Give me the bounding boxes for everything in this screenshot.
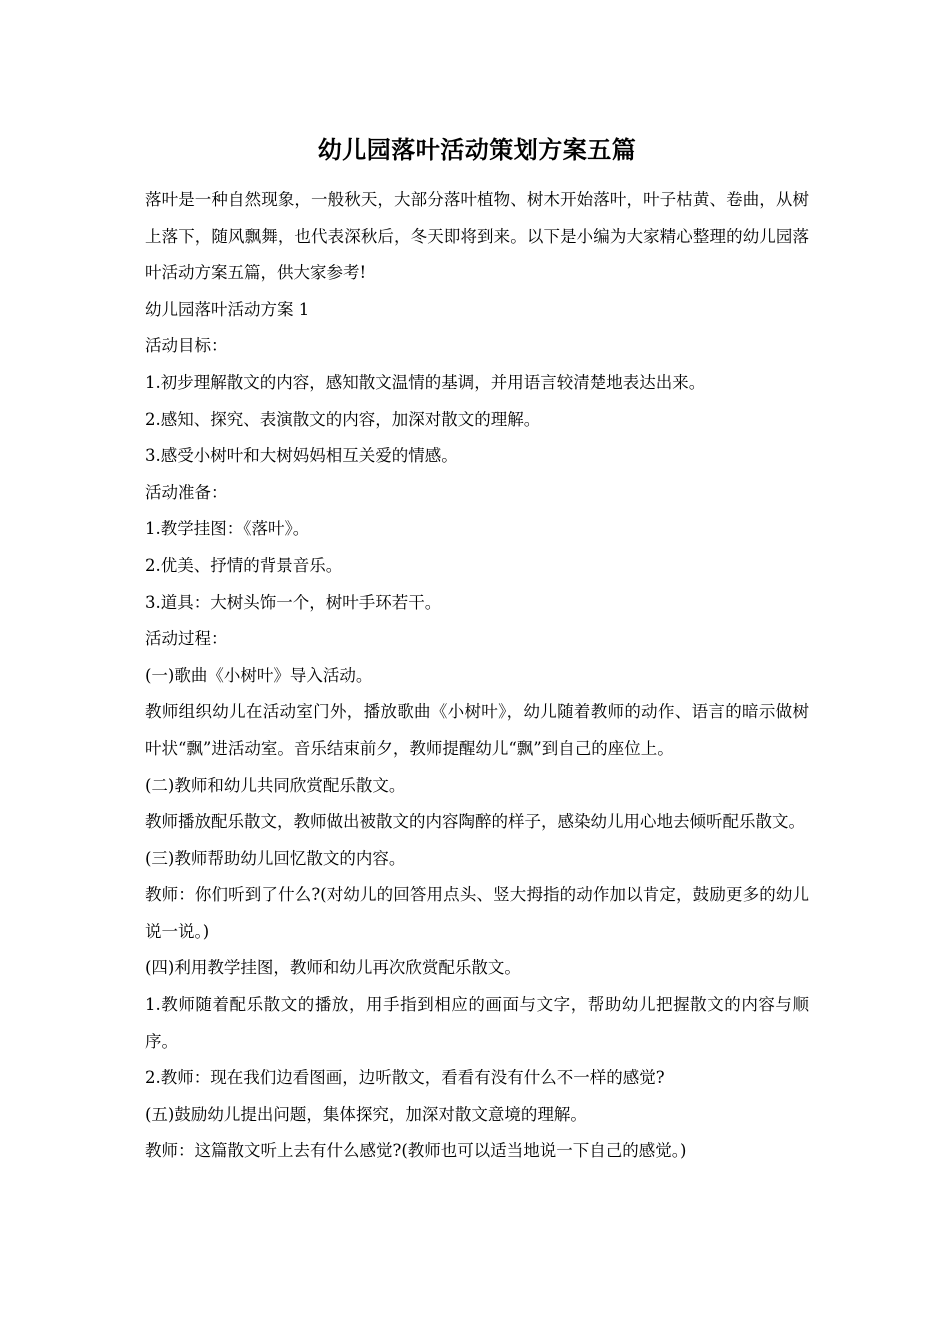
goal-item-1: 1.初步理解散文的内容，感知散文温情的基调，并用语言较清楚地表达出来。 — [145, 372, 706, 392]
goal-item-2: 2.感知、探究、表演散文的内容，加深对散文的理解。 — [145, 409, 541, 429]
intro-paragraph: 落叶是一种自然现象，一般秋天，大部分落叶植物、树木开始落叶，叶子枯黄、卷曲，从树上落下，随风飘舞，也代表深秋后，冬天即将到来。以下是小编为大家精心整理的幼儿园落叶活动方案五篇，供大家参考! — [145, 190, 809, 283]
process-step-4-item-2: 2.教师：现在我们边看图画，边听散文，看看有没有什么不一样的感觉? — [145, 1068, 665, 1088]
process-step-2-text: 教师播放配乐散文，教师做出被散文的内容陶醉的样子，感染幼儿用心地去倾听配乐散文。 — [145, 812, 805, 832]
document-page — [145, 128, 809, 1170]
process-step-5-heading: (五)鼓励幼儿提出问题，集体探究，加深对散文意境的理解。 — [145, 1104, 587, 1124]
process-step-5-text: 教师：这篇散文听上去有什么感觉?(教师也可以适当地说一下自己的感觉。) — [145, 1141, 687, 1161]
heading-activity-preparation: 活动准备： — [145, 482, 228, 502]
document-title: 幼儿园落叶活动策划方案五篇 — [317, 135, 637, 164]
process-step-1-text: 教师组织幼儿在活动室门外，播放歌曲《小树叶》，幼儿随着教师的动作、语言的暗示做树叶状“飘”进活动室。音乐结束前夕，教师提醒幼儿“飘”到自己的座位上。 — [145, 702, 809, 758]
process-step-4-item-1: 1.教师随着配乐散文的播放，用手指到相应的画面与文字，帮助幼儿把握散文的内容与顺序。 — [145, 995, 809, 1051]
document-body — [145, 182, 809, 1170]
preparation-item-1: 1.教学挂图：《落叶》。 — [145, 519, 310, 539]
process-step-2-heading: (二)教师和幼儿共同欣赏配乐散文。 — [145, 775, 406, 795]
heading-activity-process: 活动过程： — [145, 629, 228, 649]
goal-item-3: 3.感受小树叶和大树妈妈相互关爱的情感。 — [145, 446, 458, 466]
heading-activity-goals: 活动目标： — [145, 336, 228, 356]
process-step-3-text: 教师：你们听到了什么?(对幼儿的回答用点头、竖大拇指的动作加以肯定，鼓励更多的幼儿说一说。) — [145, 885, 809, 941]
preparation-item-2: 2.优美、抒情的背景音乐。 — [145, 555, 343, 575]
process-step-1-heading: (一)歌曲《小树叶》导入活动。 — [145, 665, 373, 685]
section-heading-plan-1: 幼儿园落叶活动方案 1 — [145, 299, 310, 319]
process-step-3-heading: (三)教师帮助幼儿回忆散文的内容。 — [145, 848, 406, 868]
process-step-4-heading: (四)利用教学挂图，教师和幼儿再次欣赏配乐散文。 — [145, 958, 521, 978]
preparation-item-3: 3.道具：大树头饰一个，树叶手环若干。 — [145, 592, 442, 612]
